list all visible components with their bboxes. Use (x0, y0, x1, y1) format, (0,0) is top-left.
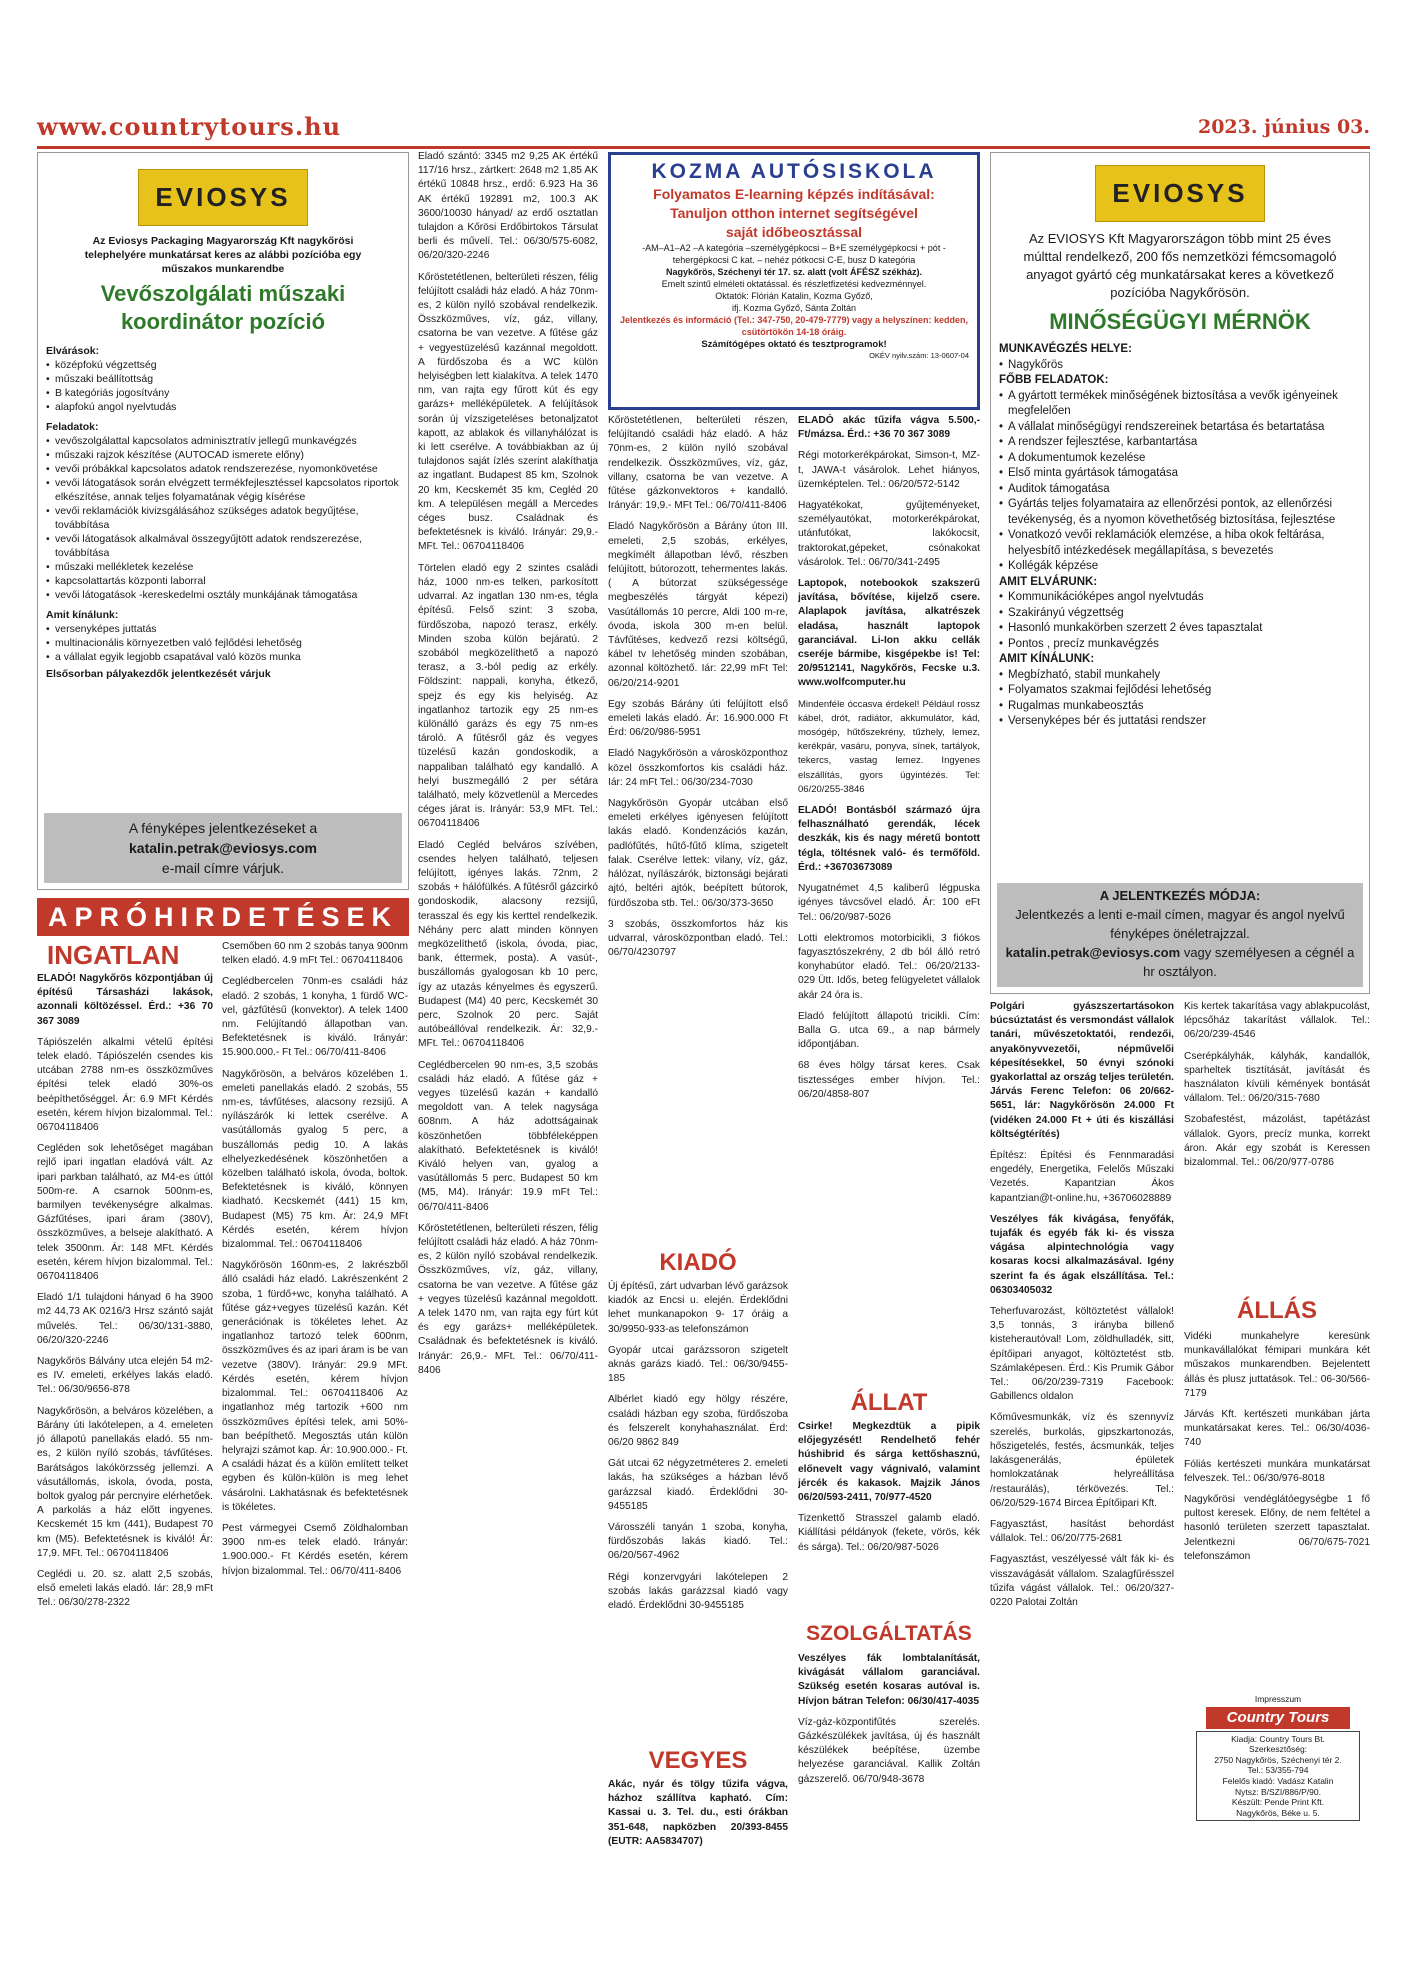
classified-ad: ELADÓ! Nagykőrös központjában új építésű Társasházi lakások, azonnali költözéssel. Érd.: +36 70 367 3089 (37, 973, 213, 1027)
classified-ad: Nagykőrösi vendéglátóegységbe 1 fő pultost keresek. Előny, de nem feltétel a hasonló területen szerzett tapasztalat. Jelentkezni 06/70/675-7021 telefonszámon (1184, 1494, 1370, 1562)
list-item: • Megbízható, stabil munkahely (999, 668, 1361, 684)
list-item: • A vállalat minőségügyi rendszereinek betartása és betartatása (999, 420, 1361, 436)
ad2-heading-2: FŐBB FELADATOK: (999, 374, 1109, 386)
classified-ad: Cserépkályhák, kályhák, kandallók, sparheltek tisztítását, javítását és használaton kívüli kémények bontását vállalom. Tel.: 06/20/315-7680 (1184, 1050, 1370, 1105)
classified-ad: Régi konzervgyári lakótelepen 2 szobás lakás garázzsal kiadó vagy eladó. Érdeklődni 30-9455185 (608, 1571, 788, 1612)
ad2-heading-4: AMIT KÍNÁLUNK: (999, 653, 1095, 665)
kozma-instructors-2: ifj. Kozma Győző, Sánta Zoltán (731, 303, 857, 313)
classified-ad: Nagykőrösön, a belváros közelében, a Bárány úti lakótelepen, a 4. emeleten jó állapotú panellakás eladó. 55 nm-es, 2 külön nyíló szobás, távfűtéses. Barátságos lakókörzsség jellemzi. A vásutállomás, iskola, óvoda, posta, boltok gyalog pár percnyire elérhetőek. A parkolás a ház előtt ingyenes. Kecskemét 15 km (441), Budapest 70 km (M5). Befektetésnek is kiváló! Ár: 17,9. MFt. Tel.: 06704118406 (37, 1405, 213, 1559)
impressum-box (1196, 1731, 1360, 1822)
list-item: • Versenyképes bér és juttatási rendszer (999, 714, 1361, 730)
ad1-note: Elsősorban pályakezdők jelentkezését várjuk (46, 668, 271, 680)
classified-ad: Szobafestést, mázolást, tapétázást vállalok. Gyors, precíz munka, korrekt áron. Akár egy szobát is Keressen bizalommal. Tel.: 06/20/977-0786 (1184, 1114, 1370, 1169)
classified-ad: Lotti elektromos motorbicikli, 3 fiókos fagyasztószekrény, 2 db ból álló retró konyhabútor eladó. Tel.: 06/20/2133-029 Ütt. Idős, beteg felügyeletet vállalok akár 24 óra is. (798, 932, 980, 1001)
list-item: • Hasonló munkakörben szerzett 2 éves tapasztalat (999, 621, 1361, 637)
list-item: • A dokumentumok kezelése (999, 451, 1361, 467)
ad1-offer-heading: Amit kínálunk: (46, 609, 119, 621)
issue-date: 2023. június 03. (1197, 116, 1370, 138)
list-item: • Folyamatos szakmai fejlődési lehetőség (999, 683, 1361, 699)
classified-ad: ELADÓ akác tűzifa vágva 5.500,-Ft/mázsa. Érd.: +36 70 367 3089 (798, 415, 980, 441)
ingatlan-column-1 (37, 972, 213, 1870)
classified-ad: Egy szobás Bárány úti felújított első emeleti lakás eladó. Ár: 16.900.000 Ft Érd: 06/20/986-5951 (608, 698, 788, 739)
list-item: • versenyképes juttatás (46, 622, 400, 636)
column-4-allat (798, 1420, 980, 1616)
classifieds-banner: APRÓHIRDETÉSEK (37, 898, 409, 936)
ad2-apply-box (997, 883, 1363, 987)
classified-ad: Eladó Nagykőrösön a városközponthoz közel összkomfortos kis családi ház. Iár: 24 mFt Tel.: 06/30/234-7030 (608, 748, 788, 788)
ad1-tasks-list (46, 434, 400, 602)
list-item: • Első minta gyártások támogatása (999, 466, 1361, 482)
classified-ad: Fagyasztást, veszélyessé vált fák ki- és visszavágását vállalom. Szalagfűrésszel tűzifa vágást vállalok. Tel.: 06/20/327-0220 Palotai Zoltán (990, 1554, 1174, 1608)
classified-ad: Albérlet kiadó egy hölgy részére, családi házban egy szoba, fürdőszoba és felszerelt konyhahasználat. Érd: 06/20 9862 849 (608, 1394, 788, 1449)
classified-ad: Vidéki munkahelyre keresünk munkavállalókat fémipari munkára két műszakos munkarendben. Bejelentett állás és plusz juttatások. Tel.: 06-30/566-7179 (1184, 1331, 1370, 1399)
list-item: • Gyártás teljes folyamataira az ellenőrzési pontok, az ellenőrzési tevékenység, és a nyomon követhetőség biztosítása, fejlesztése (999, 497, 1361, 528)
column-6-allas (1184, 1330, 1370, 1688)
classified-ad: Veszélyes fák kivágása, fenyőfák, tujafák és egyéb fák ki- és visszа vágása alpintechnológia vagy kosaras kocsi alkalmazásával. Igény szerint fa és ágak elszállítása. Tel.: 06303405032 (990, 1213, 1174, 1296)
country-tours-logo: Country Tours (1206, 1707, 1350, 1729)
ad2-mode: A JELENTKEZÉS MÓDJA: (1099, 888, 1261, 903)
kozma-headline-2: Tanuljon otthon internet segítségével (670, 205, 918, 221)
ad1-req-list (46, 358, 400, 414)
list-item: • Auditok támogatása (999, 482, 1361, 498)
ad2-list-3 (999, 590, 1361, 652)
impressum-line: 2750 Nagykőrös, Széchenyi tér 2. (1214, 1754, 1342, 1765)
classified-ad: Gát utcai 62 négyzetméteres 2. emeleti lakás, ha szükséges a házban lévő garázzsal kiadó. Érdeklődni 30-9455185 (608, 1458, 788, 1512)
column-3 (608, 414, 788, 1244)
list-item: • Kollégák képzése (999, 559, 1361, 575)
eviosys-logo: EVIOSYS (1095, 165, 1264, 222)
section-vegyes: VEGYES (648, 1747, 748, 1774)
site-url[interactable]: www.countrytours.hu (37, 112, 342, 141)
impressum (1196, 1694, 1360, 1870)
column-3-vegyes (608, 1778, 788, 1870)
impressum-heading: Impresszum (1254, 1694, 1302, 1704)
ad1-intro: Az Eviosys Packaging Magyarország Kft nagykőrösi telephelyére munkatársat keres az alábbi pozícióba egy műszakos munkarendbe (84, 235, 362, 275)
ingatlan-column-2 (222, 940, 408, 1870)
list-item: • műszaki rajzok készítése (AUTOCAD ismerete előny) (46, 448, 400, 462)
kozma-driving-school-ad (608, 152, 980, 410)
classified-ad: Ceglédbercelen 90 nm-es, 3,5 szobás családi ház eladó. A fűtése gáz + vegyes tüzelésű kazán + kandalló megoldott van. A telek nagysága 608nm. A ház adottságainak köszönhetően többféleképpen alakítható. Befektetésnek is kiváló! Kiváló helyen van, gyalog a vasútállomás 5 perc. Budapest 50 km (M5, M4). Irányár: 19.9 mFt Tel.: 06/70/411-8406 (418, 1059, 598, 1213)
classified-ad: 3 szobás, összkomfortos ház kis udvarral, városközpontban eladó. Tel.: 06/70/4230797 (608, 918, 788, 959)
list-item: • kapcsolattartás központi laborral (46, 574, 400, 588)
kozma-headline-1: Folyamatos E-learning képzés indításával: (653, 186, 935, 202)
impressum-line: Készült: Pende Print Kft. (1231, 1797, 1325, 1808)
list-item: • multinacionális környezetben való fejlődési lehetőség (46, 636, 400, 650)
classified-ad: Akác, nyár és tölgy tűzifa vágva, házhoz szállítva kapható. Cím: Kassai u. 3. Tel. du., esti órákban 351-648, napközben 20/393-8455 (EUTR: AA5834707) (608, 1779, 788, 1847)
ad1-apply-box (44, 813, 402, 883)
classified-ad: Eladó Cegléd belváros szívében, csendes helyen található, teljesen felújított, igényes lakás. 72nm, 2 szobás + hálófülkés. A fűtésről gázcirkó gondoskodik, alacsony rezsijű, terasszal és egy kis kerttel rendelkezik. Néhány perc alatt minden könnyen megközelíthető (iskola, óvoda, piac, bank, éttermek, posta). A vasút-, buszállomás gyalogosan kb 10 perc, így az utazás kényelmes és egyszerű. Budapest (M4) 40 perc, Kecskemét 30 perc, Szolnok 20 perc. Saját autóbeállóval rendelkezik. Ár: 32,9.- MFt. Tel.: 06704118406 (418, 839, 598, 1050)
list-item: • alapfokú angol nyelvtudás (46, 400, 400, 414)
list-item: • műszaki mellékletek kezelése (46, 560, 400, 574)
ad1-title-2: koordinátor pozíció (120, 309, 326, 334)
classified-ad: Csirke! Megkezdtük a pipik előjegyzését! Rendelhető fehér húshibrid és sárga kettőshasznú, előnevelt vagy vágnivaló, valamint jércék és kakasok. Majzik János 06/20/593-2411, 70/977-4520 (798, 1421, 980, 1504)
page-header (37, 112, 1370, 148)
impressum-line: Nagykőrös, Béke u. 5. (1236, 1807, 1320, 1818)
kozma-headline-3: saját időbeosztással (725, 224, 863, 240)
classified-ad: Teherfuvarozást, költöztetést vállalok! 3,5 tonnás, 3 irányba billenő kisteherautóval! Lom, zöldhulladék, sitt, építőipari anyagot, költöztetést stb. Számlaképesen. Érd.: Kis Prumik Gábor Tel.: 06/20/239-7319 Facebook: Gabillencs oldalon (990, 1306, 1174, 1403)
list-item: • vevői reklamációk kivizsgálásához szükséges adatok begyűjtése, továbbítása (46, 504, 400, 532)
kozma-instructors: Oktatók: Flórián Katalin, Kozma Győző, (715, 291, 873, 301)
classified-ad: Víz-gáz-központifűtés szerelés. Gázkészülékek javítása, új és használt készülékek beépítése, üzembe helyezése garanciával. Kallik Zoltán gázszerelő. 06/70/948-3678 (798, 1716, 980, 1785)
header-rule (37, 146, 1370, 149)
eviosys-ad-2 (990, 152, 1370, 994)
eviosys-logo: EVIOSYS (138, 169, 307, 226)
ad1-email[interactable]: katalin.petrak@eviosys.com (129, 840, 317, 856)
classified-ad: Nyugatnémet 4,5 kaliberű légpuska igényes távcsővel eladó. Ár: 100 eFt Tel.: 06/20/987-5026 (798, 883, 980, 923)
classified-ad: ELADÓ! Bontásból származó újra felhasználható gerendák, lécek deszkák, kis és nagy méretű bontott tégla, töltésnek való- és termőföld. Érd.: +36703673089 (798, 805, 980, 873)
list-item: • a vállalat egyik legjobb csapatával való közös munka (46, 650, 400, 664)
classified-ad: Régi motorkerékpárokat, Simson-t, MZ-t, JAWA-t vásárolok. Lehet hiányos, üzemképtelen. Tel.: 06/20/572-5142 (798, 450, 980, 490)
classified-ad: Nagykőrösön Gyopár utcában első emeleti erkélyes igényesen felújított lakás eladó. Kondenzációs kazán, padlófűtés, hűtő-fűtő klíma, szigetelt falak. Cserélve lettek: vilany, víz, gáz, hálózat, nyílászárók, biztonsági bejárati ajtó, beltéri ajtók, beépített bútorok, fürdőszoba stb. Tel.: 06/30/373-3650 (608, 798, 788, 909)
section-kiado: KIADÓ (659, 1249, 737, 1276)
classified-ad: Törtelen eladó egy 2 szintes családi ház, 1000 nm-es telken, parkosított udvarral. Az ingatlan 130 nm-es, téglа építésű. Felső szint: 3 szoba, fürdőszoba, napozó terasz, erkély. Minden szoba külön bejáratú. 2 szobából megközelíthető a napozó terasz, a 3.-ból pedig az erkély. Földszint: nappali, konyha, étkező, spejz és egy kis helyiség. Az ingatlanhoz tartozik egy 25 nm-es különálló garázs és egy 75 nm-es tároló. A fűtésről gáz és vegyes tüzelésű kazán gondoskodik, a nappaliban található egy kandalló. A helyi buszmegálló 2 per sétára található, mely közvetlenül a Mercedes céges járat is. Irányár: 53,9 MFt. Tel.: 06704118406 (418, 562, 598, 830)
classified-ad: Nagykőrösön, a belváros közelében 1. emeleti panellakás eladó. 2 szobás, 55 nm-es, távfűtéses, alacsony rezsijű. A nyílászárók ki lettek cserélve. A vasútállomás gyalog 5 perc, a buszállomás pedig 10. A lakás elhelyezkedésének köszönhetően a közelben található iskola, óvoda, boltok. Befektetésnek is kiváló, könnyen kiadható. Kecskemét (441) 15 km, Budapest (M5) 75 km. Ár: 24,9 MFt Kérdés esetén, kérem hívjon bizalommal. Tel.: 06704118406 (222, 1068, 408, 1251)
list-item: • Szakirányú végzettség (999, 606, 1361, 622)
classified-ad: Eladó felújított állapotú tricikli. Cím: Balla G. utca 69., a nap bármely időpontjában. (798, 1010, 980, 1051)
section-allat: ÁLLAT (850, 1389, 928, 1416)
impressum-line: Tel.: 53/355-794 (1247, 1765, 1309, 1776)
ad2-title: MINŐSÉGÜGYI MÉRNÖK (1049, 309, 1311, 334)
impressum-line: Nytsz: B/SZI/886/P/90. (1235, 1786, 1321, 1797)
list-item: • vevői próbákkal kapcsolatos adatok rendszerezése, nyomonkövetése (46, 462, 400, 476)
impressum-line: Felelős kiadó: Vadász Katalin (1222, 1775, 1334, 1786)
list-item: • A rendszer fejlesztése, karbantartása (999, 435, 1361, 451)
section-allas: ÁLLÁS (1237, 1297, 1317, 1324)
classified-ad: Építész: Építési és Fennmaradási engedély, Energetika, Felelős Műszaki Vezetés. Kapantzian Ákos kapantzian@t-online.hu, +36706028889 (990, 1150, 1174, 1204)
classified-ad: Tizenkettő Strasszel galamb eladó. Kiállítási példányok (fekete, vörös, kék és sárga). Tel.: 06/20/987-5026 (798, 1513, 980, 1553)
kozma-license: OKÉV nyilv.szám: 13-0607-04 (869, 351, 969, 360)
classified-ad: Kőröstetétlenen, belterületi részen, felújítandó családi ház eladó. A ház 70nm-es, 2 külön nyíló szobával rendelkezik. Összközműves, víz, gáz, villany, csatorna be van vezetve. A fűtése gázkonvektoros + kandalló. Irányár: 19,9.- MFt Tel.: 06/70/411-8406 (608, 415, 788, 512)
column-3-kiado (608, 1280, 788, 1742)
impressum-line: Kiadja: Country Tours Bt. (1231, 1733, 1325, 1744)
classified-ad: Pest vármegyei Csemő Zöldhalomban 3900 nm-es telek eladó. Irányár: 1.900.000.- Ft Kérdés esetén, kérem hívjon bizalommal. Tel.: 06/70/411-8406 (222, 1522, 408, 1577)
ad2-apply-text: Jelentkezés a lenti e-mail címen, magyar és angol nyelvű fényképes önéletrajzzal. (1015, 907, 1345, 941)
classified-ad: Nagykőrös Bálvány utca elején 54 m2-es IV. emeleti, erkélyes lakás eladó. Tel.: 06/30/9656-878 (37, 1356, 213, 1396)
classified-ad: Nagykőrösön 160nm-es, 2 lakrészből álló családi ház eladó. Lakrészenként 2 szoba, 1 fürdő+wc, konyha található. A fűtése gáz+vegyes tüzelésű kazán. Két generációnak is tökéletes lehet. Az ingatlanhoz tartozó telek 600nm, összközműves és az ipari áram is be van vezetve (380V). Irányár: 29.9 MFt. Kérdés esetén, kérem hívjon bizalommal. Tel.: 06704118406 Az ingatlanhoz még tartozik +600 nm összközműves építési telek, ami 50%-ban beépíthető. Megosztás után külön helyrajzi számot kap. Ár: 10.900.000.- Ft. A családi házat és a külön említett telket egyben és külön-külön is meg lehet vásárolni. Lakhatásnak és befektetésnek is tökéletes. (222, 1260, 408, 1513)
ad2-apply-text-2: vagy személyesen a cégnél a hr osztályon. (1143, 945, 1355, 979)
classified-ad: Ceglédbercelen 70nm-es családi ház eladó. 2 szobás, 1 konyha, 1 fürdő WC-vel, gázfűtésű (konvektor). A telek 1400 nm. Felújítandó állapotban van. Befektetésnek is kiváló. Irányár: 15.900.000.- Ft Tel.: 06/70/411-8406 (222, 976, 408, 1059)
list-item: • középfokú végzettség (46, 358, 400, 372)
classified-ad: Járvás Kft. kertészeti munkában járta munkatársakat keres. Tel.: 06/30/4036-740 (1184, 1409, 1370, 1449)
ad2-email[interactable]: katalin.petrak@eviosys.com (1005, 945, 1181, 960)
kozma-contact: Jelentkezés és információ (Tel.: 347-750, 20-479-7779) vagy a helyszínen: kedden, csütörtökön 14-18 óráig. (620, 315, 968, 337)
kozma-address: Nagykőrös, Széchenyi tér 17. sz. alatt (volt ÁFÉSZ székház). (665, 267, 923, 277)
list-item: • Kommunikációképes angol nyelvtudás (999, 590, 1361, 606)
classified-ad: Kőröstetétlenen, belterületi részen, félig felújított családi ház eladó. A ház 70nm-es, 2 külön nyíló szobával rendelkezik. Összközműves, víz, gáz, villany, csatorna be van vezetve. A fűtése gáz + vegyes tüzelésű kazánnal megoldott. A telek 1470 nm, van rajta egy fúrt kút és egy garázs+ melléképületek. Családnak és befektetésnek is kiváló. Irányár: 26,9.- MFt. Tel.: 06/70/411-8406 (418, 1222, 598, 1376)
classified-ad: Fóliás kertészeti munkára munkatársat felveszek. Tel.: 06/30/976-8018 (1184, 1458, 1370, 1484)
column-4 (798, 414, 980, 1386)
ad1-title-1: Vevőszolgálati műszaki (100, 281, 346, 306)
list-item: • vevői látogatások alkalmával összegyűjtött adatok rendszerezése, továbbítása (46, 532, 400, 560)
classified-ad: Új építésű, zárt udvarban lévő garázsok kiadók az Encsi u. elején. Érdeklődni lehet munkanapokon 9- 17 óráig a 30/9950-933-as telefonszámon (608, 1281, 788, 1335)
ad1-apply-text: A fényképes jelentkezéseket a (128, 820, 318, 836)
classified-ad: Gyopár utcai garázssoron szigetelt aknás garázs kiadó. Tel.: 06/30/9455-185 (608, 1344, 788, 1385)
ad1-offer-list (46, 622, 400, 664)
classified-ad: Mindenféle óccasva érdekel! Például rossz kábel, drót, radiátor, akkumulátor, kád, mosógép, hűtőszekrény, tűzhely, lemez, kerékpár, vasáru, ponyva, sínek, tartályok, tekercs, vastag lemez. Ingyenes elszállítás, gyors ügyintézés. Tel: 06/20/255-3846 (798, 698, 980, 795)
classified-ad: Hagyatékokat, gyűjteményeket, személyautókat, motorkerékpárokat, utánfutókat, lakókocsit, traktorokat,gépeket, csónakokat vásárolok. Tel.: 06/70/341-2495 (798, 500, 980, 568)
classified-ad: Laptopok, notebookok szakszerű javítása, bővítése, kijelző csere. Alaplapok javítása, alkatrészek eladása, használt laptopok garanciával. Li-Ion akku cellák cseréje bármibe, kisgépekbe is! Tel: 20/9512141, Nagykőrös, Fecske u.3. www.wolfcomputer.hu (798, 578, 980, 689)
classified-ad: Veszélyes fák lombtalanítását, kivágását vállalom garanciával. Szükség esetén kosaras autóval is. Hívjon bátran Telefon: 06/30/417-4035 (798, 1653, 980, 1707)
list-item: • B kategóriás jogosítvány (46, 386, 400, 400)
classified-ad: Eladó szántó: 3345 m2 9,25 AK értékű 117/16 hrsz., zártkert: 2648 m2 1,85 AK értékű 10848 hrsz., erdő: 6.923 Ha 36 AK értékű 192891 m2, 100.3 AK 3600/10030 hányad/ az erdő osztatlan tulajdon a Kőrösi Erdőbirtokos Társulat berli és művelí. Tel.: 06/30/575-6082, 06/20/320-2246 (418, 151, 598, 262)
classified-ad: Cegléden sok lehetőséget magában rejlő ipari ingatlan eladóvá vált. Az ipari parkban található, az M4-es úttól 500m-re. A csarnok 500nm-es, barmilyen tevékenységre alkalmas. Gázfűtéses, ipari áram (380V), összközműves, a belseje alakítható. A telek 3500nm. Ár: 148 MFt. Kérdés esetén, kérem hívjon bizalommal. Tel.: 06704118406 (37, 1143, 213, 1283)
column-2 (418, 150, 598, 1870)
list-item: • A gyártott termékek minőségének biztosítása a vevők igényeinek megfelelően (999, 389, 1361, 420)
classified-ad: Tápiószelén alkalmi vételű építési telek eladó. Tápiószelén csendes kis utcában 2788 nm-es összközműves építési telek eladó 30%-os beépíthetőséggel. Ár: 6.9 MFt Kérdés esetén, kérem hívjon bizalommal. Tel.: 06704118406 (37, 1036, 213, 1134)
list-item: • vevői látogatások során elvégzett termékfejlesztéssel kapcsolatos riportok elkészítése, annak teljes folyamatának végig kísérése (46, 476, 400, 504)
list-item: • Pontos , precíz munkavégzés (999, 637, 1361, 653)
kozma-categories: -AM–A1–A2 –A kategória –személygépkocsi – B+E személygépkocsi + pót - tehergépkocsi C kat. – nehéz pótkocsi C-E, busz D kategória (642, 243, 946, 265)
ad2-list-4 (999, 668, 1361, 730)
list-item: • műszaki beállítottság (46, 372, 400, 386)
section-ingatlan: INGATLAN (47, 940, 180, 970)
column-5 (990, 1000, 1174, 1870)
classified-ad: Eladó 1/1 tulajdoni hányad 6 ha 3900 m2 44,73 AK 0216/3 Hrsz szántó saját művelés. Tel.: 06/30/131-3880, 06/20/320-2246 (37, 1292, 213, 1346)
column-6 (1184, 1000, 1370, 1300)
list-item: • vevői látogatások -kereskedelmi osztály munkájának támogatása (46, 588, 400, 602)
eviosys-ad-1 (37, 152, 409, 890)
classified-ad: Kőröstetétlenen, belterületi részen, félig felújított családi ház eladó. A ház 70nm-es, 2 külön nyíló szobával rendelkezik. Összközműves, víz, gáz, villany, csatorna be van vezetve. A fűtése gáz + vegyestüzelésű kazánnal megoldott. A fürdőszoba és a WC külön helyiségben lett kialakítva. A telek 1470 nm, van rajta egy fűrott kút és egy garázs+ melléképületek. A felújítások során új vízszigeteléses betonaljzatot kapott, az ablakok és villanyhálózat is ki lett cserélve. A továbbiakban az új tulajdonos saját ízlés szerint alakíthatja az ingatlant. Budapest 85 km, Szolnok 20 km, Kecskemét 35 km, Cegléd 20 km. A településen megáll a Mercedes céges busz. Családnak és befektetésnek is kiváló. Irányár: 29,9.-MFt. Tel.: 06704118406 (418, 271, 598, 553)
classified-ad: Polgári gyászszertartásokon búcsúztatást és versmondást vállalok tanári, művészetoktatói, rendezői, anyakönyvvezetői, népművelői képesítésekkel, 50 évnyi szónoki gyakorlattal az ország teljes területén. Járvás Ferenc Telefon: 06 20/662-5651, lár: Nagykőrösön 24.000 Ft (vidéken 24.000 Ft + úti és kiszállási költségtérítés) (990, 1001, 1174, 1140)
list-item: • Nagykőrös (999, 358, 1361, 374)
ad1-tasks-heading: Feladatok: (46, 421, 99, 433)
column-4-szolgaltatas (798, 1652, 980, 1870)
classified-ad: Csemőben 60 nm 2 szobás tanya 900nm telken eladó. 4.9 mFt Tel.: 06704118406 (222, 941, 408, 967)
classified-ad: 68 éves hölgy társat keres. Csak tisztességes ember hívjon. Tel.: 06/20/4858-807 (798, 1060, 980, 1100)
kozma-text: Emelt szintű elméleti oktatással. és részletfizetési kedvezménnyel. (661, 279, 927, 289)
ad2-list-1 (999, 358, 1361, 374)
kozma-programs: Számítógépes oktató és tesztprogramok! (701, 339, 887, 350)
impressum-line: Szerkesztőség: (1248, 1744, 1308, 1755)
list-item: • vevőszolgálattal kapcsolatos adminisztratív jellegű munkavégzés (46, 434, 400, 448)
classified-ad: Fagyasztást, hasítást behordást vállalok. Tel.: 06/20/775-2681 (990, 1518, 1174, 1545)
kozma-title: KOZMA AUTÓSISKOLA (651, 160, 937, 183)
classified-ad: Ceglédi u. 20. sz. alatt 2,5 szobás, első emeleti lakás eladó. Iár: 28,9 mFt Tel.: 06/30/278-2322 (37, 1568, 213, 1609)
ad2-list-2 (999, 389, 1361, 575)
classified-ad: Kőművesmunkák, víz és szennyvíz szerelés, burkolás, gipszkartonozás, hőszigetelés, festés, ácsmunkák, teljes lakásgenerálás, épületek homlokzatának helyreállítása /restaurálás), térkövezés. Tel.: 06/20/529-1674 Bircea Építőipari Kft. (990, 1412, 1174, 1509)
list-item: • Rugalmas munkabeosztás (999, 699, 1361, 715)
list-item: • Vonatkozó vevői reklamációk elemzése, a hiba okok feltárása, helyesbítő intézkedések megállapítása, s bevezetés (999, 528, 1361, 559)
ad2-heading-1: MUNKAVÉGZÉS HELYE: (999, 343, 1132, 355)
section-szolgaltatas: SZOLGÁLTATÁS (806, 1622, 972, 1645)
classified-ad: Eladó Nagykőrösön a Bárány úton III. emeleti, 2,5 szobás, erkélyes, megkímélt állapotban lévő, részben felújított, bútorozott, tehermentes lakás. ( A bútorzat szükségességе megbeszélés tárgyát képezi) Vasútállomás 10 percre, Aldi 100 m-re, óvoda, iskola 300 m-en belül. Távfűtéses, kedvező rezsi költségű, kábel tv lehetőség minden szobában, azonnal költözhető. Iár: 22,99 mFt Tel: 06/20/214-9201 (608, 521, 788, 689)
ad1-req-heading: Elvárások: (46, 345, 100, 357)
ad2-intro: Az EVIOSYS Kft Magyarországon több mint 25 éves múlttal rendelkező, 200 fős nemzetközi fémcsomagoló anyagot gyártó cég munkatársakat keres a következő pozícióba Nagykőrösön. (1023, 231, 1337, 300)
classified-ad: Kis kertek takarítása vagy ablakpucolást, lépcsőház takarítást vállalok. Tel.: 06/20/239-4546 (1184, 1001, 1370, 1041)
ad2-heading-3: AMIT ELVÁRUNK: (999, 575, 1098, 588)
classified-ad: Városszéli tanyán 1 szoba, konyha, fürdőszobás lakás kiadó. Tel.: 06/20/567-4962 (608, 1522, 788, 1562)
ad1-apply-text-2: e-mail címre várjuk. (161, 860, 285, 876)
